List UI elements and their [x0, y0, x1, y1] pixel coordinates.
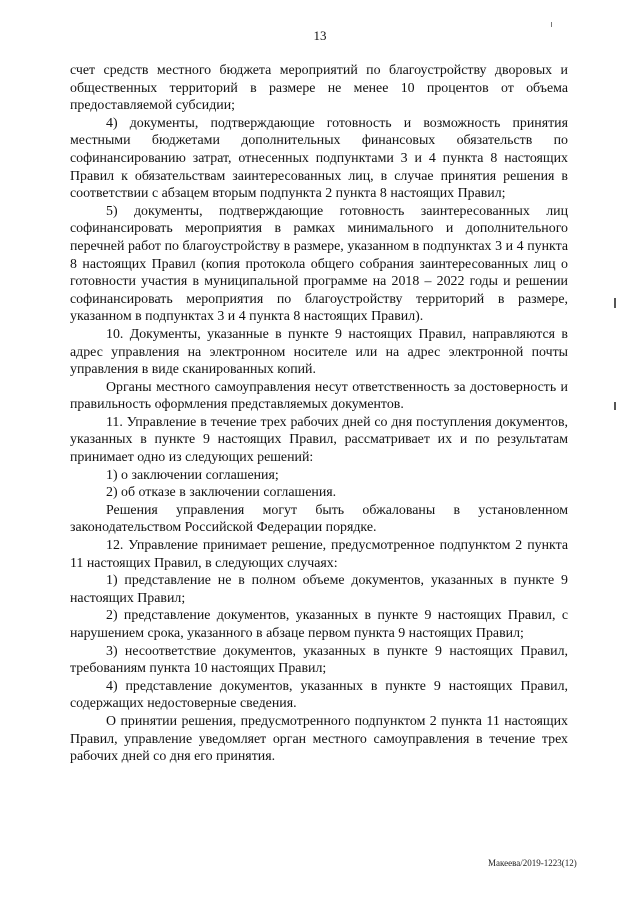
- page-number: 13: [313, 28, 327, 43]
- paragraph: 1) о заключении соглашения;: [106, 467, 279, 483]
- document-body: [70, 62, 568, 766]
- paragraph: 4) представление документов, указанных в пункте 9 настоящих Правил, содержащих недостоверные сведения.: [70, 678, 568, 712]
- paragraph: счет средств местного бюджета мероприятий по благоустройству дворовых и общественных территорий в размере не менее 10 процентов от объема предоставляемой субсидии;: [70, 63, 568, 114]
- paragraph: 12. Управление принимает решение, предусмотренное подпунктом 2 пункта 11 настоящих Правил, в следующих случаях:: [70, 538, 568, 571]
- document-footer-code: Макеева/2019-1223(12): [488, 858, 577, 868]
- paragraph: 10. Документы, указанные в пункте 9 настоящих Правил, направляются в адрес управления на электронном носителе или на адрес электронной почты управления в виде сканированных копий.: [70, 326, 568, 378]
- margin-mark: [614, 402, 616, 410]
- paragraph: 2) об отказе в заключении соглашения.: [106, 485, 337, 501]
- paragraph: 11. Управление в течение трех рабочих дней со дня поступления документов, указанных в пункте 9 настоящих Правил, рассматривает их и по результатам принимает одно из следующих решений:: [70, 414, 568, 466]
- margin-mark: [614, 298, 616, 308]
- paragraph: О принятии решения, предусмотренного подпунктом 2 пункта 11 настоящих Правил, управление уведомляет орган местного самоуправления в течение трех рабочих дней со дня его принятия.: [70, 713, 568, 765]
- paragraph: 3) несоответствие документов, указанных в пункте 9 настоящих Правил, требованиям пункта 10 настоящих Правил;: [70, 643, 568, 677]
- paragraph: 4) документы, подтверждающие готовность и возможность принятия местными бюджетами дополнительных финансовых обязательств по софинансированию затрат, отнесенных подпунктами 3 и 4 пункта 8 настоящих Правил к обязательствам заинтересованных лиц, в случае принятия решения в соответствии с абзацем вторым подпункта 2 пункта 8 настоящих Правил;: [70, 115, 568, 202]
- paragraph: Органы местного самоуправления несут ответственность за достоверность и правильность оформления представляемых документов.: [70, 379, 568, 413]
- paragraph: 1) представление не в полном объеме документов, указанных в пункте 9 настоящих Правил;: [70, 573, 568, 606]
- paragraph: 5) документы, подтверждающие готовность заинтересованных лиц софинансировать мероприятия в рамках минимального и дополнительного перечней работ по благоустройству в размере, указанном в подпунктах 3 и 4 пункта 8 настоящих Правил (копия протокола общего собрания заинтересованных лиц о готовности участия в муниципальной программе на 2018 – 2022 годы и решении софинансировать мероприятия по благоустройству территорий в размере, указанном в подпунктах 3 и 4 пункта 8 настоящих Правил).: [70, 203, 568, 325]
- scan-mark: [551, 22, 552, 27]
- paragraph: 2) представление документов, указанных в пункте 9 настоящих Правил, с нарушением срока, указанного в абзаце первом пункта 9 настоящих Правил;: [70, 608, 568, 641]
- paragraph: Решения управления могут быть обжалованы в установленном законодательством Российской Федерации порядке.: [70, 502, 568, 536]
